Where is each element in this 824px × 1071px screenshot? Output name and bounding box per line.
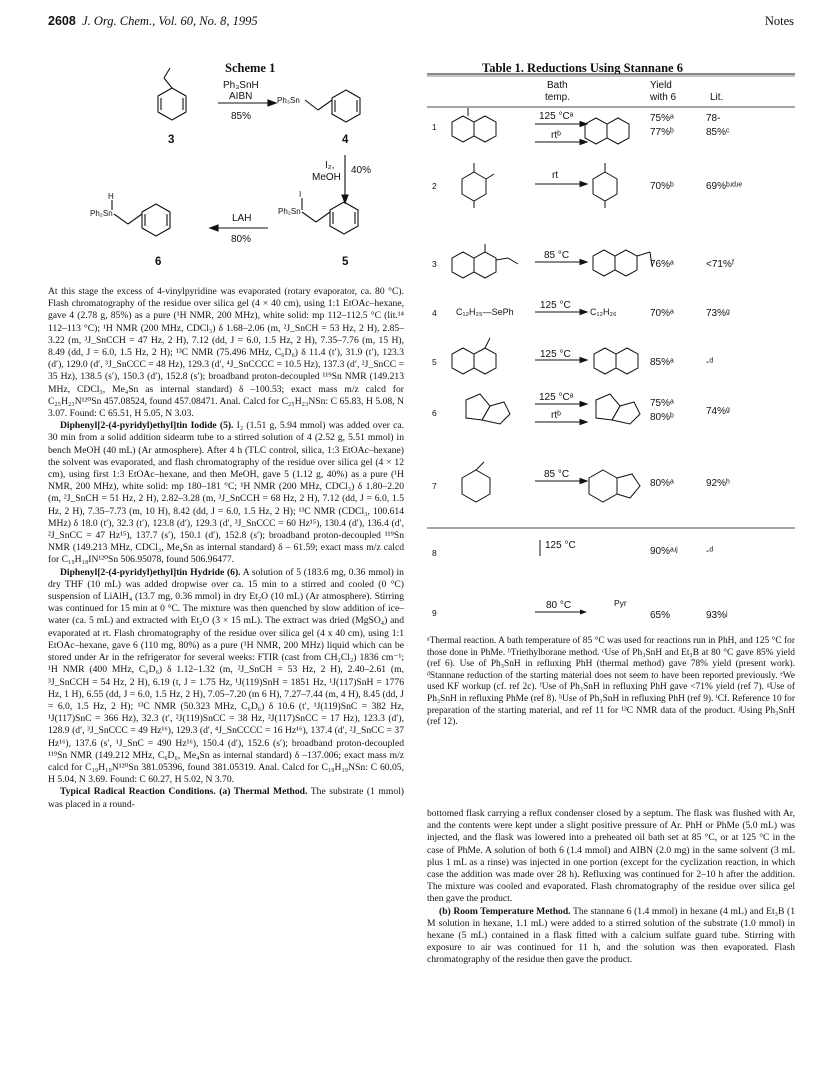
compound-5-label: 5 <box>342 256 349 268</box>
col-header-lit: Lit. <box>710 92 724 103</box>
lit-value: 74%ᵍ <box>706 406 730 417</box>
lit-value: <71%ᶠ <box>706 259 735 270</box>
section-name: Notes <box>764 14 794 28</box>
yield-value: 65% <box>650 610 671 621</box>
col-header-temp: temp. <box>545 92 571 103</box>
yield-step-3: 80% <box>231 234 252 245</box>
yield-value-alt: 77%ᵇ <box>650 127 674 138</box>
substrate-formula: C₁₂H₂₅—SePh <box>456 307 514 317</box>
lit-value: 92%ʰ <box>706 478 730 489</box>
compound-4-label: 4 <box>342 134 349 146</box>
reagent-lah: LAH <box>232 213 252 224</box>
yield-value: 76%ᵃ <box>650 259 674 270</box>
table-title: Table 1. Reductions Using Stannane 6 <box>482 61 683 75</box>
col-header-yield: Yield <box>650 80 672 91</box>
compound-heading: Diphenyl[2-(4-pyridyl)ethyl]tin Hydride (6). <box>60 566 241 578</box>
iodine-atom: I <box>299 190 302 199</box>
paragraph: At this stage the excess of 4-vinylpyridine was evaporated (rotary evaporator, ca. 80 °C). Flash chromatography of the residue over silica gel (4 × 40 cm), using 1:1 EtOAc–hexane, gave 4 (2.78 g, 85%) as a pure (¹H NMR, 200 MHz), white solid: mp 112–112.5 °C (lit.¹⁴ 112–113 °C); ¹H NMR (200 MHz, CDCl₃) δ 1.68–2.06 (m, ²J_SnCH = 53 Hz, 2 H), 2.85–3.22 (m, ³J_SnCCH = 47 Hz, 2 H), 7.12 (dd, J = 6.0, 1.5 Hz, 2 H), 7.35–7.76 (m, 15 H), 8.49 (dd, J = 6.0, 1.5 Hz, 2 H); ¹³C NMR (75.496 MHz, C₆D₆) δ 11.4 (t′), 31.9 (t′), 123.3 (d′), 129.0 (d′, ³J_SnCCC = 48 Hz), 129.3 (d′, ⁴J_SnCCCC = 10.5 Hz), 137.3 (d′, ²J_SnCC = 35 Hz), 138.5 (s′), 150.3 (d′), 152.8 (s′); broadband proton-decoupled ¹¹⁹Sn NMR (149.213 MHz, CDCl₃, Me₄Sn as internal standard) δ –100.53; exact mass m/z calcd for C₂₅H₂₃N¹²⁰Sn 457.08524, found 457.08471. Anal. Calcd for C₂₅H₂₃NSn: C 65.83, H 5.08, N 3.07. Found: C 65.51, H 5.05, N 3.03. <box>48 286 404 420</box>
entry-number: 7 <box>432 481 437 491</box>
paragraph-body: I₂ (1.51 g, 5.94 mmol) was added over ca. 30 min from a solid addition sidearm tube to a stirred solution of 4 (2.52 g, 5.51 mmol) in bench MeOH (40 mL) (Ar atmosphere). After 4 h (TLC control, silica, 1:3 EtOAc–hexane) the solvent was evaporated, and flash chromatography of the residue over silica gel (4 × 12 cm), using first 1:3 EtOAc–hexane, and then MeOH, gave 5 (1.12 g, 40%) as a pure (¹H NMR, 200 MHz), white solid: mp 180–181 °C; ¹H NMR (200 MHz, CDCl₃) δ 1.80–2.20 (m, ²J_SnCH = 51 Hz, 2 H), 2.82–3.28 (m, ³J_SnCCH = 68 Hz, 2 H), 7.12 (dd, J = 6.0, 1.5 Hz, 2 H), 7.35–7.73 (m, 10 H), 8.42 (dd, J = 6.0, 1.5 Hz, 2 H); ¹³C NMR (CDCl₃, 100.614 MHz) δ 18.0 (t′), 32.3 (t′), 123.8 (d′), 129.3 (d′, ³J_SnCCC = 60 Hz¹⁵), 130.4 (d′), 136.4 (d′, ²J_SnCC = 47 Hz¹⁵), 137.7 (s′), 150.1 (d′), 152.8 (s′); broadband proton-decoupled ¹¹⁹Sn NMR (149.213 MHz, CDCl₃, Me₄Sn as internal standard) δ – 61.59; exact mass m/z calcd for C₁₉H₁₈IN¹²⁰Sn 506.95078, found 506.96477. <box>48 420 404 566</box>
ph3sn-label: Ph₃Sn <box>277 96 300 105</box>
yield-step-2: 40% <box>351 165 372 176</box>
yield-value: 80%ᵃ <box>650 478 674 489</box>
condition: 80 °C <box>546 600 572 611</box>
condition: 85 °C <box>544 469 570 480</box>
condition: 125 °Cᵃ <box>539 111 574 122</box>
condition: 125 °C <box>540 300 571 311</box>
entry-number: 3 <box>432 259 437 269</box>
condition-alt: rtᵇ <box>551 130 561 141</box>
left-column <box>48 286 404 811</box>
page-number: 2608 <box>48 14 76 28</box>
paragraph-body: A solution of 5 (183.6 mg, 0.36 mmol) in dry THF (10 mL) was added dropwise over ca. 15 min to a stirred and cooled (0 °C) suspension of LiAlH₄ (13.7 mg, 0.36 mmol) in dry Et₂O (10 mL) (Ar atmosphere). Stirring was continued for 15 min at 0 °C. The mixture was then quenched by slow addition of ice–water (ca. 5 mL) and extracted with Et₂O (3 × 15 mL). The extract was dried (MgSO₄) and evaporated at rt. Flash chromatography of the residue over silica gel (4 x 40 cm), using 1:1 EtOAc–hexane, gave 6 (110 mg, 80%) as a pure (¹H NMR, 200 MHz) liquid which can be stored under Ar in the refrigerator for several weeks: FTIR (cast from CH₂Cl₂) 1836 cm⁻¹; ¹H NMR (400 MHz, C₆D₆) δ 1.12–1.32 (m, ²J_SnCH = 53 Hz, 2 H), 2.40–2.61 (m, ³J_SnCCH = 54 Hz, 2 H), 6.19 (t, J = 1.75 Hz, ¹J(119)SnH = 1851 Hz, ¹J(117)SnH = 1776 Hz, 1 H), 6.55 (dd, J = 6.0, 1.5 Hz, 2 H), 7.05–7.20 (m 6 H), 7.27–7.44 (m, 4 H), 8.45 (dd, J = 6.0, 1.5 Hz, 2 H); ¹³C NMR (50.323 MHz, C₆D₆) δ 10.6 (t′, ¹J(119)SnC = 382 Hz, ¹J(117)SnC = 366 Hz), 32.3 (t′, ²J(119)SnCC = 38 Hz, ²J(117)SnCC = 17 Hz), 123.3 (d′), 128.9 (d′, ³J_SnCCC = 49 Hz¹⁶), 129.3 (d′, ⁴J_SnCCCC = 16 Hz¹⁶), 137.4 (d′, ²J_SnCC = 37 Hz¹⁶), 137.6 (s′, ¹J_SnC = 490 Hz¹⁶), 150.4 (d′), 152.6 (s′); broadband proton-decoupled ¹¹⁹Sn NMR (149.212 MHz, C₆D₆, Me₄Sn as internal standard) δ –137.006; exact mass m/z calcd for C₁₉H₁₉N¹²⁰Sn 381.05396, found 381.05319. Anal. Calcd for C₁₉H₁₉NSn: C 60.05, H 5.04, N 3.69. Found: C 60.27, H 5.02, N 3.70. <box>48 566 404 786</box>
product-pyr-label: Pyr <box>614 598 627 608</box>
compound-3-label: 3 <box>168 134 175 146</box>
condition: 125 °C <box>545 540 576 551</box>
journal-citation: J. Org. Chem., Vol. 60, No. 8, 1995 <box>82 14 258 28</box>
col-header-with6: with 6 <box>650 92 677 103</box>
entry-number: 4 <box>432 308 437 318</box>
paragraph <box>48 420 404 566</box>
section-heading: Typical Radical Reaction Conditions. (a) Thermal Method. <box>60 786 308 798</box>
compound-heading: Diphenyl[2-(4-pyridyl)ethyl]tin Iodide (5). <box>60 420 234 432</box>
ph2sn-label-6: Ph₂Sn <box>90 209 113 218</box>
product-formula: C₁₂H₂₆ <box>590 307 617 317</box>
yield-value: 85%ᵃ <box>650 357 674 368</box>
yield-value: 90%ᵃʴʲ <box>650 546 678 557</box>
paragraph-body: The substrate (1 mmol) was placed in a round- <box>48 786 405 810</box>
reagent-iodine: I₂, <box>325 160 335 171</box>
col-header-bath: Bath <box>547 80 568 91</box>
yield-step-1: 85% <box>231 111 252 122</box>
table-footnotes: ᵃThermal reaction. A bath temperature of 85 °C was used for reactions run in PhH, and 125 °C for those done in PhMe. ᵇTriethylborane method. ᶜUse of Ph₃SnH and Et₃B at 80 °C gave 85% yield (ref 6). Use of Ph₃SnH in refluxing PhH (thermal method) gave 78% yield (present work). ᵈStannane reduction of the starting material does not seem to have been reported previously. ᵉWe used KF workup (cf. ref 2c). ᶠUse of Ph₃SnH in refluxing PhH gave <71% yield (ref 7). ᵍUse of Ph₃SnH in refluxing PhMe (ref 8). ʰUse of Ph₃SnH in refluxing PhH (ref 9). ⁱCf. Reference 10 for preparation of the starting material, and ref 11 for ¹³C NMR data of the product. ʲUsing Ph₃SnH (ref 12). <box>427 636 795 728</box>
section-heading: (b) Room Temperature Method. <box>439 905 571 917</box>
lit-value: 93%ʲ <box>706 610 728 621</box>
condition-alt: rtᵇ <box>551 410 561 421</box>
lit-value: 78- <box>706 113 721 124</box>
paragraph <box>427 906 795 967</box>
entry-number: 8 <box>432 548 437 558</box>
reagent-ph3snh: Ph₃SnH <box>223 80 259 91</box>
reagent-aibn: AIBN <box>229 91 253 102</box>
paragraph-body: The stannane 6 (1.4 mmol) in hexane (4 mL) and Et₃B (1 M solution in hexane, 1.1 mL) were added to a stirred solution of the substrate (1.0 mmol) in hexane (5 mL) contained in a flask fitted with a calcium sulfate guard tube. Stirring with exposure to air was continued for 11 h, and the solution was then evaporated. Flash chromatography of the residue then gave the product. <box>427 905 795 966</box>
entry-number: 1 <box>432 122 437 132</box>
condition: 125 °Cᵃ <box>539 392 574 403</box>
compound-6-label: 6 <box>155 256 162 268</box>
lit-value: -ᵈ <box>706 546 714 557</box>
yield-value: 75%ᵃ <box>650 398 674 409</box>
yield-value-alt: 80%ᵇ <box>650 412 674 423</box>
yield-value: 70%ᵃ <box>650 308 674 319</box>
condition: 125 °C <box>540 349 571 360</box>
entry-number: 5 <box>432 357 437 367</box>
condition: rt <box>552 170 559 181</box>
hydride-atom: H <box>108 192 114 201</box>
reagent-meoh: MeOH <box>312 172 341 183</box>
lit-value: 73%ᵍ <box>706 308 730 319</box>
paragraph <box>48 567 404 787</box>
scheme-title: Scheme 1 <box>225 61 276 75</box>
right-column <box>427 808 795 967</box>
lit-value: 69%ᵇʴᵈʴᵉ <box>706 181 743 192</box>
entry-number: 9 <box>432 608 437 618</box>
lit-value-alt: 85%ᶜ <box>706 127 730 138</box>
ph2sn-label-5: Ph₂Sn <box>278 207 301 216</box>
condition: 85 °C <box>544 250 570 261</box>
entry-number: 2 <box>432 181 437 191</box>
lit-value: -ᵈ <box>706 357 714 368</box>
paragraph <box>48 786 404 810</box>
yield-value: 75%ᵃ <box>650 113 674 124</box>
entry-number: 6 <box>432 408 437 418</box>
yield-value: 70%ᵇ <box>650 181 674 192</box>
paragraph: bottomed flask carrying a reflux condenser closed by a septum. The flask was flushed with Ar, and the contents were kept under a slight positive pressure of Ar. PhH or PhMe (5.0 mL) was injected, and the flask was lowered into a preheated oil bath set at 85 °C, or at 125 °C in the case of PhMe. A solution of both 6 (1.4 mmol) and AIBN (2.0 mg) in the same solvent (3 mL plus 1 mL as a rinse) was injected in one portion (except for the cyclization reaction, in which case the addition was made over 28 h). Refluxing was continued for 2–10 h after the addition. The mixture was cooled and evaporated. Flash chromatography of the residue over silica gel then gave the product. <box>427 808 795 905</box>
